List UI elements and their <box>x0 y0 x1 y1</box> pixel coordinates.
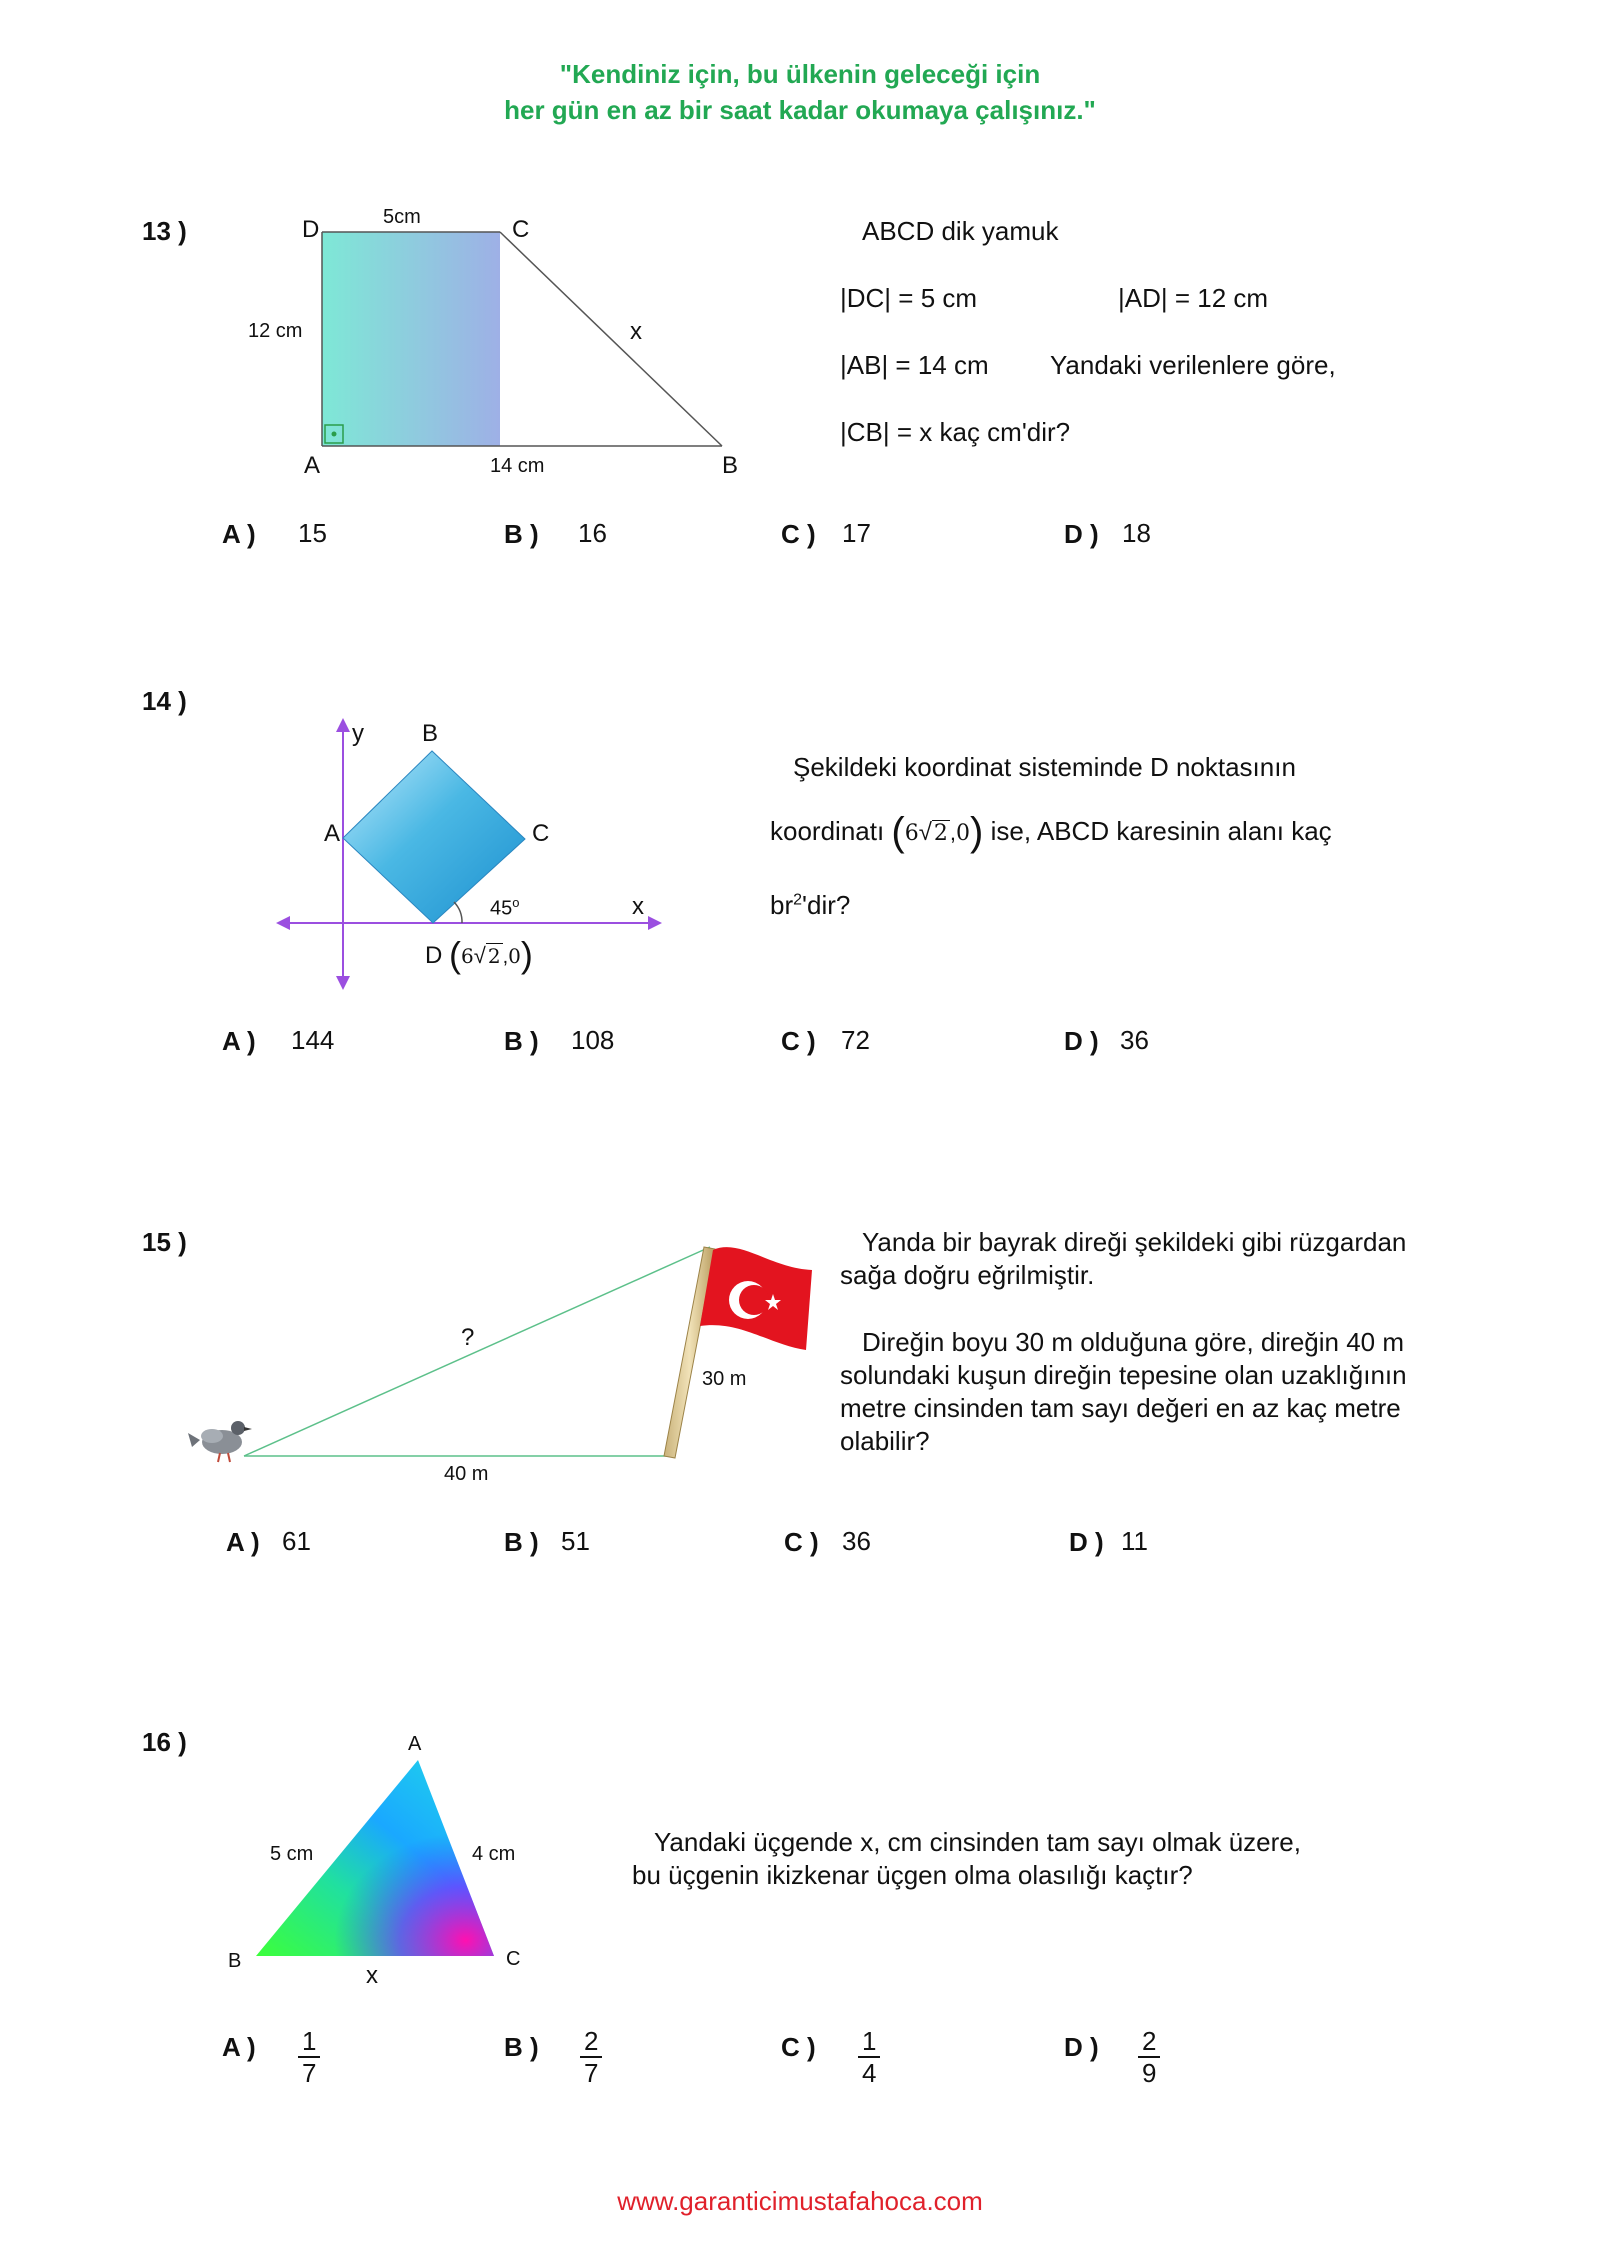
q16-option-b-fraction[interactable] <box>580 2026 602 2088</box>
q13-label-b: B <box>722 452 739 479</box>
question-16-number: 16 ) <box>142 1727 187 1757</box>
q13-option-b-letter[interactable]: B ) <box>504 519 539 549</box>
q13-label-c: C <box>512 216 530 243</box>
q15-option-d-letter[interactable]: D ) <box>1069 1527 1104 1557</box>
q14-option-b-value[interactable]: 108 <box>571 1025 615 1055</box>
q14-label-d: D <box>425 942 443 969</box>
q16-option-a-numerator: 1 <box>298 2026 320 2058</box>
q14-text-dir: 'dir? <box>802 890 851 920</box>
q14-text-coord-suffix: ise, ABCD karesinin alanı kaç <box>990 816 1332 846</box>
q14-label-d-coord: D (6√ 2 ,0) <box>425 934 533 975</box>
q14-option-d-value[interactable]: 36 <box>1120 1025 1149 1055</box>
q14-text-br: br <box>770 890 794 920</box>
q16-option-c-fraction[interactable] <box>858 2026 880 2088</box>
question-14-number: 14 ) <box>142 686 187 716</box>
q14-label-b: B <box>422 720 439 747</box>
q15-option-a-value[interactable]: 61 <box>282 1526 311 1556</box>
q16-option-d-letter[interactable]: D ) <box>1064 2032 1099 2062</box>
q13-label-a: A <box>304 452 321 479</box>
q14-text-br-sup: 2 <box>793 891 803 909</box>
q13-option-a-letter[interactable]: A ) <box>222 519 256 549</box>
footer-website-link[interactable]: www.garanticimustafahoca.com <box>617 2186 983 2216</box>
q14-text-coord-six: 6 <box>904 821 919 846</box>
q14-option-a-letter[interactable]: A ) <box>222 1026 256 1056</box>
q13-text-dc: |DC| = 5 cm <box>840 283 978 313</box>
q13-option-b-value[interactable]: 16 <box>578 518 607 548</box>
q14-text-coord-prefix: koordinatı <box>770 816 885 846</box>
q13-label-bottom: 14 cm <box>490 455 545 477</box>
q14-angle-degree: o <box>512 895 520 910</box>
q13-text-line-1: ABCD dik yamuk <box>862 216 1059 246</box>
q16-option-c-numerator: 1 <box>858 2026 880 2058</box>
q15-text-p1-line-1: Yanda bir bayrak direği şekildeki gibi rüzgardan <box>862 1227 1407 1257</box>
q13-text-given: Yandaki verilenlere göre, <box>1050 350 1336 380</box>
q16-option-b-denominator: 7 <box>584 2058 599 2088</box>
q13-label-top: 5cm <box>383 206 421 228</box>
q14-option-c-value[interactable]: 72 <box>841 1025 870 1055</box>
q15-option-c-letter[interactable]: C ) <box>784 1527 819 1557</box>
q15-text-p1-line-2: sağa doğru eğrilmiştir. <box>840 1260 1095 1290</box>
q15-text-p2-line-4: olabilir? <box>840 1426 930 1456</box>
q13-label-left: 12 cm <box>248 320 303 342</box>
q14-option-c-letter[interactable]: C ) <box>781 1026 816 1056</box>
q16-text-line-1: Yandaki üçgende x, cm cinsinden tam sayı olmak üzere, <box>654 1827 1301 1857</box>
q16-option-a-letter[interactable]: A ) <box>222 2032 256 2062</box>
q16-label-c: C <box>506 1948 521 1970</box>
q14-label-y: y <box>352 720 364 747</box>
q15-text-p2-line-1: Direğin boyu 30 m olduğuna göre, direğin 40 m <box>862 1327 1405 1357</box>
q16-option-c-letter[interactable]: C ) <box>781 2032 816 2062</box>
question-15-number: 15 ) <box>142 1227 187 1257</box>
q16-option-d-fraction[interactable] <box>1138 2026 1160 2088</box>
q13-text-question: |CB| = x kaç cm'dir? <box>840 417 1071 447</box>
q13-text-ad: |AD| = 12 cm <box>1118 283 1269 313</box>
q14-option-a-value[interactable]: 144 <box>291 1025 335 1055</box>
q16-label-right: 4 cm <box>472 1843 516 1865</box>
q14-label-x: x <box>632 893 644 920</box>
q16-label-a: A <box>408 1733 422 1755</box>
q13-option-c-letter[interactable]: C ) <box>781 519 816 549</box>
q15-label-hypotenuse: ? <box>461 1324 475 1351</box>
q15-option-c-value[interactable]: 36 <box>842 1526 871 1556</box>
q14-text-coord-zero: 0 <box>956 821 971 846</box>
q16-label-b: B <box>228 1950 242 1972</box>
q13-text-ab: |AB| = 14 cm <box>840 350 989 380</box>
q13-label-x: x <box>630 318 642 345</box>
q16-option-b-numerator: 2 <box>580 2026 602 2058</box>
q15-text-p2-line-3: metre cinsinden tam sayı değeri en az kaç metre <box>840 1393 1401 1423</box>
q13-option-d-letter[interactable]: D ) <box>1064 519 1099 549</box>
q15-label-pole: 30 m <box>702 1368 747 1390</box>
q13-option-c-value[interactable]: 17 <box>842 518 871 548</box>
q13-option-a-value[interactable]: 15 <box>298 518 327 548</box>
q14-text-line-1: Şekildeki koordinat sisteminde D noktasının <box>793 752 1296 782</box>
motto-line-2: her gün en az bir saat kadar okumaya çalışınız." <box>504 95 1096 125</box>
q14-coord-six: 6 <box>461 944 474 968</box>
q15-label-base: 40 m <box>444 1463 489 1485</box>
q16-option-a-denominator: 7 <box>302 2058 317 2088</box>
question-13-number: 13 ) <box>142 216 187 246</box>
q14-label-c: C <box>532 820 550 847</box>
q15-option-b-letter[interactable]: B ) <box>504 1527 539 1557</box>
q13-option-d-value[interactable]: 18 <box>1122 518 1151 548</box>
q14-option-b-letter[interactable]: B ) <box>504 1026 539 1056</box>
q14-coord-two: 2 <box>487 944 501 968</box>
q16-option-a-fraction[interactable] <box>298 2026 320 2088</box>
q14-text-line-2: koordinatı (6√2,0) ise, ABCD karesinin alanı kaç <box>770 810 1332 854</box>
q16-option-b-letter[interactable]: B ) <box>504 2032 539 2062</box>
q16-option-d-denominator: 9 <box>1142 2058 1157 2088</box>
q15-option-d-value[interactable]: 11 <box>1121 1526 1148 1556</box>
q16-text-line-2: bu üçgenin ikizkenar üçgen olma olasılığı kaçtır? <box>632 1860 1193 1890</box>
q16-option-c-denominator: 4 <box>862 2058 877 2088</box>
q16-option-d-numerator: 2 <box>1138 2026 1160 2058</box>
q15-option-b-value[interactable]: 51 <box>561 1526 590 1556</box>
motto-line-1: "Kendiniz için, bu ülkenin geleceği için <box>559 59 1041 89</box>
q16-label-left: 5 cm <box>270 1843 314 1865</box>
q15-text-p2-line-2: solundaki kuşun direğin tepesine olan uzaklığının <box>840 1360 1407 1390</box>
q14-label-a: A <box>324 820 341 847</box>
q15-option-a-letter[interactable]: A ) <box>226 1527 260 1557</box>
q13-label-d: D <box>302 216 320 243</box>
q14-angle-value: 45 <box>490 897 513 920</box>
q16-label-x: x <box>366 1962 378 1989</box>
q14-text-coord-two: 2 <box>933 821 948 846</box>
q14-coord-zero: 0 <box>508 944 521 968</box>
q14-option-d-letter[interactable]: D ) <box>1064 1026 1099 1056</box>
